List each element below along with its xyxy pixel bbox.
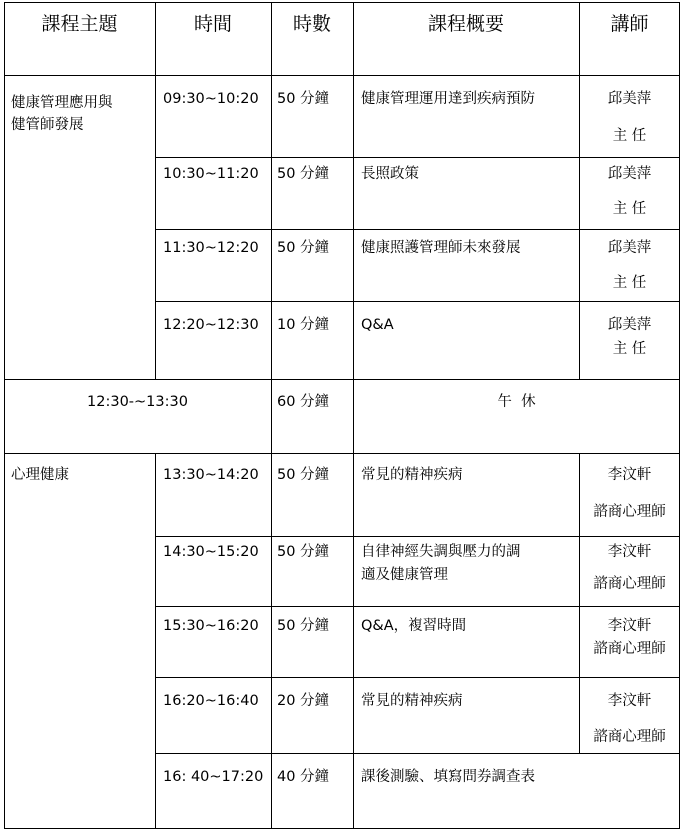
- duration-cell: 10 分鐘: [277, 317, 330, 333]
- time-cell: 10:30~11:20: [163, 166, 259, 182]
- header-duration: 時數: [292, 13, 331, 35]
- summary-cell-line2: 適及健康管理: [361, 567, 448, 583]
- col-divider-time: [271, 2, 272, 829]
- lecturer-name: 李汶軒: [607, 544, 652, 560]
- time-cell: 09:30~10:20: [163, 91, 259, 107]
- lecturer-name: 邱美萍: [607, 317, 652, 333]
- time-cell: 11:30~12:20: [163, 240, 259, 256]
- row-divider: [155, 229, 680, 230]
- lecturer-title: 諮商心理師: [593, 576, 666, 592]
- summary-cell: 健康管理運用達到疾病預防: [361, 91, 535, 107]
- row-divider: [155, 753, 680, 754]
- table-border-bottom: [4, 828, 680, 829]
- col-divider-duration: [353, 2, 354, 829]
- col-divider-topic: [155, 2, 156, 380]
- break-duration-cell: 60 分鐘: [277, 394, 330, 410]
- break-time-cell: 12:30-~13:30: [87, 394, 188, 410]
- lecturer-title: 主 任: [612, 275, 647, 291]
- topic-cell: 健康管理應用與 健管師發展: [11, 95, 113, 134]
- table-border-left: [4, 2, 5, 829]
- lecturer-title: 諮商心理師: [593, 504, 666, 520]
- summary-cell: 課後測驗、填寫問券調查表: [361, 769, 535, 785]
- header-topic: 課程主題: [41, 13, 118, 35]
- time-cell: 15:30~16:20: [163, 618, 259, 634]
- duration-cell: 50 分鐘: [277, 618, 330, 634]
- time-cell: 16: 40~17:20: [163, 769, 264, 785]
- schedule-table: [4, 2, 680, 829]
- summary-cell: Q&A，複習時間: [361, 618, 467, 634]
- summary-cell: Q&A: [361, 317, 394, 333]
- lecturer-name: 邱美萍: [607, 166, 652, 182]
- lecturer-title: 主 任: [612, 341, 647, 357]
- row-divider: [155, 536, 680, 537]
- row-divider: [155, 677, 680, 678]
- lecturer-title: 主 任: [612, 128, 647, 144]
- row-divider: [155, 301, 680, 302]
- col-divider-topic: [155, 453, 156, 829]
- lecturer-name: 李汶軒: [607, 618, 652, 634]
- summary-cell: 常見的精神疾病: [361, 693, 463, 709]
- lecturer-name: 邱美萍: [607, 91, 652, 107]
- summary-cell-line1: 自律神經失調與壓力的調: [361, 544, 521, 560]
- duration-cell: 50 分鐘: [277, 240, 330, 256]
- row-divider: [155, 606, 680, 607]
- lecturer-name: 李汶軒: [607, 467, 652, 483]
- topic-cell: 心理健康: [11, 467, 69, 483]
- break-label: 午 休: [497, 394, 536, 410]
- duration-cell: 40 分鐘: [277, 769, 330, 785]
- summary-cell: 長照政策: [361, 166, 419, 182]
- duration-cell: 50 分鐘: [277, 467, 330, 483]
- time-cell: 16:20~16:40: [163, 693, 259, 709]
- summary-cell: 常見的精神疾病: [361, 467, 463, 483]
- summary-cell: 健康照護管理師未來發展: [361, 240, 521, 256]
- header-lecturer: 講師: [610, 13, 649, 35]
- duration-cell: 50 分鐘: [277, 166, 330, 182]
- duration-cell: 20 分鐘: [277, 693, 330, 709]
- header-summary: 課程概要: [427, 13, 504, 35]
- lecturer-title: 主 任: [612, 201, 647, 217]
- duration-cell: 50 分鐘: [277, 544, 330, 560]
- header-time: 時間: [193, 13, 232, 35]
- lecturer-name: 邱美萍: [607, 240, 652, 256]
- time-cell: 14:30~15:20: [163, 544, 259, 560]
- time-cell: 12:20~12:30: [163, 317, 259, 333]
- time-cell: 13:30~14:20: [163, 467, 259, 483]
- row-divider: [155, 157, 680, 158]
- duration-cell: 50 分鐘: [277, 91, 330, 107]
- lecturer-title: 諮商心理師: [593, 641, 666, 657]
- lecturer-title: 諮商心理師: [593, 729, 666, 745]
- lecturer-name: 李汶軒: [607, 693, 652, 709]
